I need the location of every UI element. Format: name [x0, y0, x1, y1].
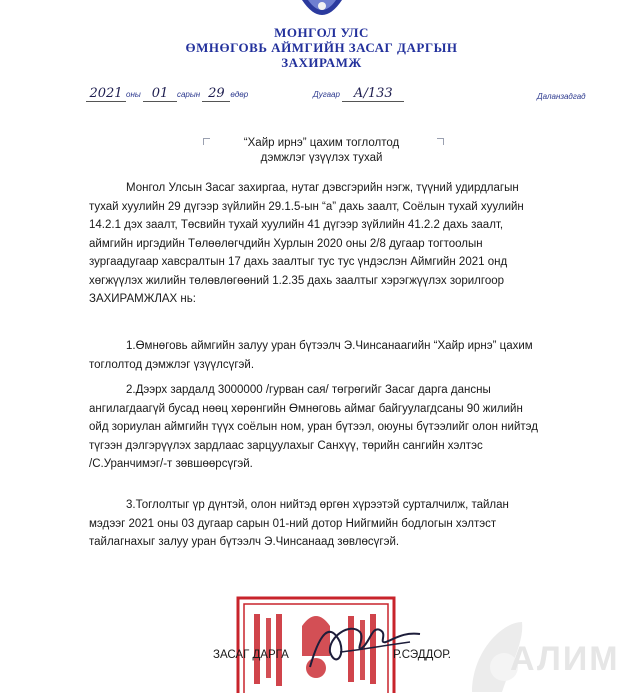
state-emblem-icon [300, 0, 344, 22]
date-day-suffix: өдөр [230, 90, 249, 99]
place-name: Даланзадгад [537, 92, 586, 101]
date-month-suffix: сарын [176, 90, 201, 99]
header-country: МОНГОЛ УЛС [274, 25, 369, 40]
subject-line-1: “Хайр ирнэ” цахим тоглолтод [243, 137, 400, 149]
preamble-line: зургаадугаар хавсралтын 17 дахь заалтыг тус тус үндэслэн Аймгийн 2021 онд [89, 256, 508, 268]
header-doc-type: ЗАХИРАМЖ [281, 55, 362, 70]
paragraph-preamble [89, 179, 595, 309]
document-number: А/133 [342, 86, 404, 102]
header-office: ӨМНӨГОВЬ АЙМГИЙН ЗАСАГ ДАРГЫН [185, 40, 458, 55]
date-day: 29 [202, 86, 230, 102]
subject-line-2: дэмжлэг үзүүлэх тухай [260, 152, 383, 164]
signature-mark [300, 612, 430, 672]
paragraph-item-1 [89, 337, 595, 374]
date-year: 2021 [86, 86, 126, 102]
watermark-text: АЛИМ [510, 640, 620, 678]
signatory-title: ЗАСАГ ДАРГА [213, 649, 289, 661]
item-3-line: 3.Тоглолтыг үр дүнтэй, олон нийтэд өргөн хүрээтэй сурталчилж, тайлан [126, 499, 509, 511]
preamble-line: хөгжүүлэх жилийн төлөвлөгөөний 1.2.35 дахь заалтыг хэрэгжүүлэх зорилгоор [89, 274, 505, 287]
item-3-line: мэдээг 2021 оны 03 дугаар сарын 01-ний дотор Нийгмийн бодлогын хэлтэст [89, 517, 497, 530]
number-label: Дугаар [313, 90, 340, 99]
registration-line [313, 86, 404, 102]
preamble-line: ЗАХИРАМЖЛАХ нь: [89, 293, 196, 305]
item-1-line: 1.Өмнөговь аймгийн залуу уран бүтээлч Э.Чинсанаагийн “Хайр ирнэ” цахим [126, 340, 533, 352]
item-1-line: тоглолтод дэмжлэг үзүүлсүгэй. [89, 358, 255, 371]
preamble-line: тухай хуулийн 29 дүгээр зүйлийн 29.1.5-ын “а” дахь заалт, Соёлын тухай хуулийн [89, 200, 524, 213]
item-2-line: ангилагдаагүй бусад нөөц хөрөнгийн Өмнөговь аймаг байгуулагдсаны 90 жилийн [89, 402, 523, 415]
date-line [86, 86, 248, 102]
signatory-name: Р.СЭДДОР. [393, 649, 451, 661]
date-year-suffix: оны [126, 90, 141, 99]
item-3-line: тайлагнахыг залуу уран бүтээлч Э.Чинсанаад зөвлөсүгэй. [89, 536, 400, 548]
item-2-line: /С.Уранчимэг/-т зөвшөөрсүгэй. [89, 458, 253, 470]
preamble-line: Монгол Улсын Засаг захиргаа, нутаг дэвсгэрийн нэгж, түүний удирдлагын [126, 182, 519, 194]
preamble-line: 14.2.1 дэх заалт, Төсвийн тухай хуулийн 41 дүгээр зүйлийн 41.2.2 дахь заалт, [89, 219, 504, 231]
paragraph-item-2 [89, 381, 595, 474]
paragraph-item-3 [89, 496, 595, 552]
preamble-line: аймгийн иргэдийн Төлөөлөгчдийн Хурлын 2020 оны 2/8 дугаар тогтоолын [89, 237, 483, 250]
date-month: 01 [143, 86, 177, 102]
item-2-line: ойд зориулан аймгийн түүх соёлын ном, уран бүтээл, оюуны бүтээлийг олон нийтэд [89, 421, 538, 433]
item-2-line: 2.Дээрх зардалд 3000000 /гурван сая/ төгрөгийг Засаг дарга дансны [126, 384, 491, 396]
item-2-line: түгээн дэлгэрүүлэх зардлаас зарцуулахыг Санхүү, төрийн сангийн хэлтэс [89, 439, 483, 452]
